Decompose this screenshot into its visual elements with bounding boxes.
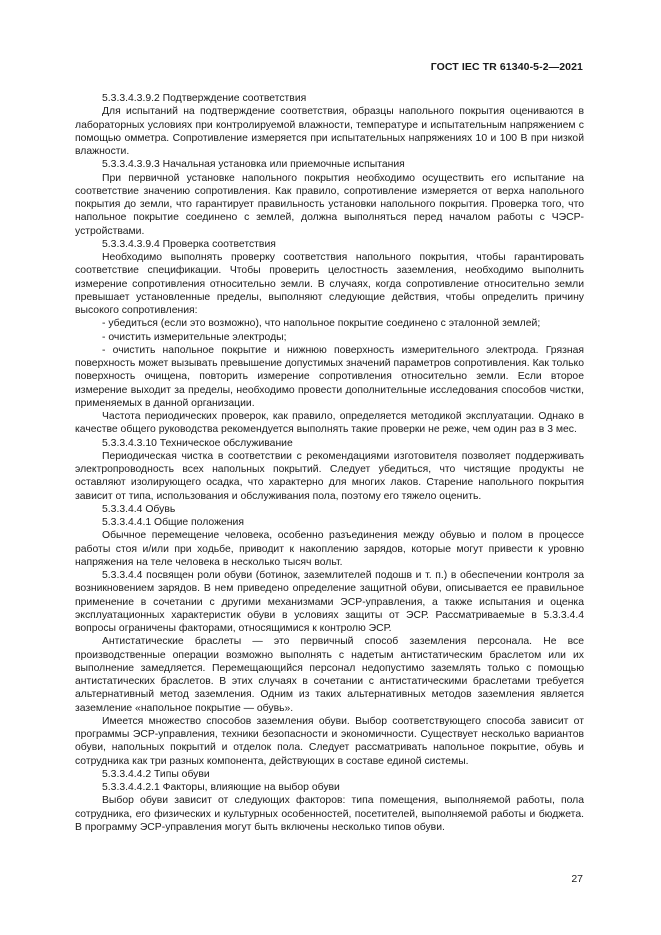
body-paragraph: Частота периодических проверок, как правило, определяется методикой эксплуатации. Однако в качестве общего руководства рекомендуется выполнять такие проверки не реже, чем один раз в 3 мес.: [75, 411, 584, 436]
body-paragraph: Антистатические браслеты — это первичный способ заземления персонала. Не все производственные операции возможно выполнять с надетым антистатическим браслетом или их выполнение замедляется. Перемещающийся персонал недопустимо заземлять только с помощью антистатических браслетов. В этих случаях в сочетании с антистатическими браслетами требуется альтернативный метод заземления. Одним из таких альтернативных методов заземления является заземление «напольное покрытие — обувь».: [75, 636, 584, 714]
body-paragraph: При первичной установке напольного покрытия необходимо осуществить его испытание на соответствие значению сопротивления. Как правило, сопротивление измеряется от верха напольного покрытия до земли, что гарантирует правильность установки напольного покрытия. Проверка того, что напольное покрытие соединено с землей, должна выполняться перед началом работы с ЧЭСР-устройствами.: [75, 172, 584, 237]
list-item: - очистить напольное покрытие и нижнюю поверхность измерительного электрода. Грязная поверхность может вызывать превышение допустимых значений параметров сопротивления. Как только поверхность очищена, повторить измерение сопротивления относительно земли. Если второе измерение выходит за пределы, необходимо провести дополнительные исследования способов чистки, применяемых в данной организации.: [75, 344, 584, 409]
body-paragraph: Обычное перемещение человека, особенно разъединения между обувью и полом в процессе работы стоя и/или при ходьбе, приводит к накоплению зарядов, которые могут привести к уровню напряжения на теле человека в несколько тысяч вольт.: [75, 530, 584, 568]
section-heading: 5.3.3.4.4.1 Общие положения: [102, 517, 244, 528]
section-heading: 5.3.3.4.3.9.4 Проверка соответствия: [102, 238, 276, 250]
page-number: 27: [571, 873, 583, 885]
section-heading: 5.3.3.4.3.9.3 Начальная установка или приемочные испытания: [102, 159, 405, 171]
body-paragraph: Выбор обуви зависит от следующих факторов: типа помещения, выполняемой работы, пола сотрудника, его физических и культурных особенностей, посетителей, выполняемой работы и бюджета. В программу ЭСР-управления могут быть включены несколько типов обуви.: [75, 795, 584, 833]
section-heading: 5.3.3.4.3.10 Техническое обслуживание: [102, 437, 293, 449]
body-paragraph: Необходимо выполнять проверку соответствия напольного покрытия, чтобы гарантировать соответствие спецификации. Чтобы проверить целостность заземления, необходимо выполнить измерение сопротивления относительно земли. В случаях, когда сопротивление относительно земли превышает установленные пределы, выполняют следующие действия, чтобы определить причину высокого сопротивления:: [75, 252, 584, 316]
standard-header: ГОСТ IEC TR 61340-5-2—2021: [430, 61, 583, 73]
section-heading: 5.3.3.4.4.2.1 Факторы, влияющие на выбор обуви: [102, 782, 340, 793]
section-heading: 5.3.3.4.3.9.2 Подтверждение соответствия: [102, 93, 307, 104]
section-heading: 5.3.3.4.4.2 Типы обуви: [102, 768, 210, 780]
section-heading: 5.3.3.4.4 Обувь: [102, 503, 176, 515]
body-paragraph: Для испытаний на подтверждение соответствия, образцы напольного покрытия оцениваются в лабораторных условиях при контролируемой влажности, температуре и испытательным напряжением с помощью омметра. Сопротивление измеряется при испытательных напряжениях 10 и 100 В при низкой влажности.: [75, 106, 584, 157]
list-item: - убедиться (если это возможно), что напольное покрытие соединено с эталонной землей;: [102, 318, 541, 330]
body-paragraph: Имеется множество способов заземления обуви. Выбор соответствующего способа зависит от программы ЭСР-управления, техники безопасности и экономичности. Существует несколько вариантов обуви, напольных покрытий и отделок пола. Следует рассматривать напольное покрытие, обувь и сотрудника как три разных компонента, действующих в составе единой системы.: [75, 715, 584, 767]
body-paragraph: 5.3.3.4.4 посвящен роли обуви (ботинок, заземлителей подошв и т. п.) в обеспечении контроля за возникновением зарядов. В нем приведено определение защитной обуви, описывается ее правильное применение в сочетании с другими механизмами ЭСР-управления, а также испытания и оценка эксплуатационных характеристик обуви в условиях защиты от ЭСР. Рассматриваемые в 5.3.3.4.4 вопросы ограничены факторами, относящимися к контролю ЭСР.: [75, 570, 584, 634]
document-body: [75, 92, 584, 834]
body-paragraph: Периодическая чистка в соответствии с рекомендациями изготовителя позволяет поддерживать электропроводность всех напольных покрытий. Следует убедиться, что чистящие продукты не оставляют изолирующего осадка, что характерно для многих лаков. Старение напольного покрытия зависит от типа, использования и обслуживания пола, поэтому его тяжело оценить.: [75, 450, 584, 502]
list-item: - очистить измерительные электроды;: [102, 331, 287, 343]
